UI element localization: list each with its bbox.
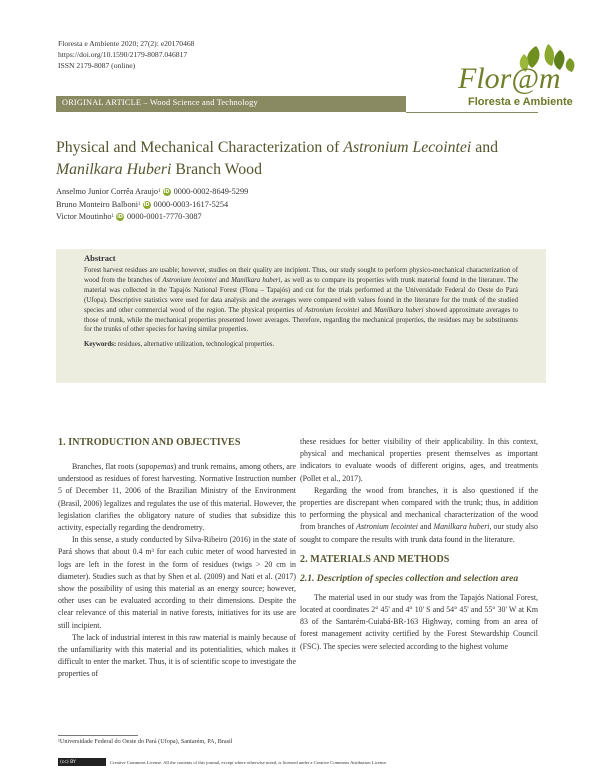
- orcid-icon[interactable]: iD: [117, 214, 123, 221]
- abstract-heading: Abstract: [84, 253, 116, 263]
- abstract-species: Astronium lecointei: [304, 306, 360, 314]
- paragraph: these residues for better visibility of their applicability. In this context, physical and mechanical properties present themselves as important indicators to evaluate woods of different origins, ages, and treatments (Pollet et al., 2017).: [300, 437, 538, 483]
- title-part: Branch Wood: [171, 161, 262, 178]
- paragraph: The lack of industrial interest in this raw material is mainly because of the unfamiliarity with this material and its potentialities, which makes it difficult to enter the market. Thus, it is of scientific scope to investigate the properties of: [58, 632, 296, 679]
- paper-title: [56, 137, 546, 181]
- orcid-icon[interactable]: iD: [143, 201, 150, 208]
- abstract-part: showed approximate averages to those of trunk, while the mechanical properties presented lower averages. Therefore, regarding the mechanical properties, the residues may be substituents for the trunks of other species for having similar properties.: [84, 306, 519, 334]
- abstract-part: , as well as to compare its properties with trunk material found in the literature. The material was collected in the Tapajós National Forest (Flona – Tapajós) and cut for the trials performed at the Universidade Federal do Oeste do Pará (Ufopa). Descriptive statistics were used for data analysis and the averages were compared with values found in the literature for the trunk of the studied species and other commercial wood of the region. The physical properties of: [84, 276, 518, 314]
- author-entry: [56, 186, 248, 199]
- para-italic: sapopemas: [138, 462, 174, 471]
- para-italic: Manilkara huberi: [433, 522, 490, 532]
- author-orcid[interactable]: 0000-0001-7770-3087: [127, 212, 202, 221]
- banner-rule: [406, 112, 538, 113]
- abstract-text: [84, 266, 518, 335]
- author-entry: [56, 211, 248, 224]
- article-type-banner: [56, 96, 406, 112]
- abstract-species: Manilkara huberi: [231, 276, 281, 284]
- subsection-heading: 2.1. Description of species collection and selection area: [300, 572, 519, 584]
- title-species-1: Astronium Lecointei: [343, 139, 472, 156]
- paragraph: [300, 485, 538, 546]
- footnote-rule: [58, 735, 138, 736]
- title-species-2: Manilkara Huberi: [56, 161, 172, 178]
- license-text: Creative Commons License. All the contents of this journal, except where otherwise noted, is licensed under a Creative Commons Attribution License.: [110, 759, 388, 765]
- paragraph: [58, 461, 296, 534]
- abstract-part: and: [216, 276, 232, 284]
- logo-main-text: Flor@m: [458, 62, 561, 95]
- section-heading-materials: 2. MATERIALS AND METHODS: [300, 553, 450, 565]
- title-part: Physical and Mechanical Characterization of: [56, 139, 344, 156]
- journal-doi[interactable]: https://doi.org/10.1590/2179-8087.046817: [58, 49, 188, 59]
- author-orcid[interactable]: 0000-0002-8649-5299: [173, 187, 249, 196]
- article-type-label: ORIGINAL ARTICLE – Wood Science and Technology: [62, 98, 258, 107]
- journal-issn: ISSN 2179-8087 (online): [58, 60, 136, 70]
- para-part: ) and trunk remains, among others, are understood as residues of forest harvesting. Normative Instruction number 5 of December 11, 2006 of the Brazilian Ministry of the Environment (Brasil, 2006) legalizes and regulates the use of this material. However, the legislation clarifies the obligatory nature of studies that subsidize this activity, especially regarding the dendrometry.: [58, 462, 296, 533]
- author-name: Anselmo Junior Corrêa Araujo: [56, 187, 159, 196]
- paragraph: The material used in our study was from the Tapajós National Forest, located at coordinates 2° 45' and 4° 10' S and 54° 45' and 55° 30' W at Km 83 of the Santarém-Cuiabá-BR-163 Highway, coming from an area of forest management activity certified by the Forest Stewardship Council (FSC). The species were selected according to the highest volume: [300, 592, 538, 651]
- right-column: [300, 436, 538, 653]
- author-list: [56, 186, 248, 224]
- author-entry: [56, 199, 248, 212]
- abstract-box: [56, 249, 546, 383]
- para-part: Regarding the wood from branches, it is also questioned if the properties are discrepant when compared with the trunk; thus, in addition to performing the physical and mechanical characterization of the wood from branches of: [300, 485, 538, 532]
- author-affiliation-mark: 1: [158, 189, 161, 194]
- abstract-species: Astronium lecointei: [162, 276, 217, 284]
- abstract-species: Manilkara huberi: [374, 306, 424, 314]
- author-orcid[interactable]: 0000-0003-1617-5254: [153, 199, 229, 209]
- affiliation-footnote: ¹Universidade Federal do Oeste do Pará (Ufopa), Santarém, PA, Brasil: [58, 738, 233, 745]
- para-part: and: [417, 522, 434, 532]
- floram-logo: [456, 42, 588, 110]
- para-italic: Astronium lecointei: [356, 522, 418, 532]
- paragraph: In this sense, a study conducted by Silva-Ribeiro (2016) in the state of Pará shows that about 0.4 m³ for each cubic meter of wood harvested in logs are left in the forest in the form of residues (twigs > 20 cm in diameter). Studies such as that by Shen et al. (2009) and Nati et al. (2017) show the possibility of using this material as an energy source; however, other uses can be evaluated according to their dimensions. Despite the clear relevance of this material in native forests, initiatives for its use are still incipient.: [58, 535, 296, 630]
- journal-citation: Floresta e Ambiente 2020; 27(2): e20170468: [58, 39, 195, 48]
- section-heading-introduction: 1. INTRODUCTION AND OBJECTIVES: [58, 437, 241, 448]
- keywords: [84, 341, 518, 348]
- left-column: [58, 436, 296, 681]
- keywords-label: Keywords:: [84, 341, 117, 349]
- title-part: and: [471, 139, 499, 156]
- orcid-icon[interactable]: iD: [163, 189, 170, 196]
- license-line: [58, 758, 387, 766]
- para-part: Branches, flat roots (: [72, 462, 139, 471]
- keywords-list: residues, alternative utilization, technological properties.: [116, 341, 275, 349]
- abstract-part: Forest harvest residues are usable; however, studies on their quality are incipient. Thus, our study sought to perform physico-mechanical characterization of wood from the branches of: [84, 267, 518, 284]
- author-affiliation-mark: 1: [111, 214, 115, 219]
- journal-meta: [58, 39, 194, 71]
- abstract-part: and: [359, 306, 375, 314]
- author-name: Victor Moutinho: [56, 212, 112, 221]
- para-part: , our study also sought to compare the results with trunk data found in the literature.: [300, 522, 538, 544]
- logo-sub-text: Floresta e Ambiente: [468, 96, 573, 108]
- author-affiliation-mark: 1: [138, 201, 141, 207]
- author-name: Bruno Monteiro Balboni: [56, 199, 139, 209]
- cc-license-icon[interactable]: (cc) BY: [58, 758, 106, 766]
